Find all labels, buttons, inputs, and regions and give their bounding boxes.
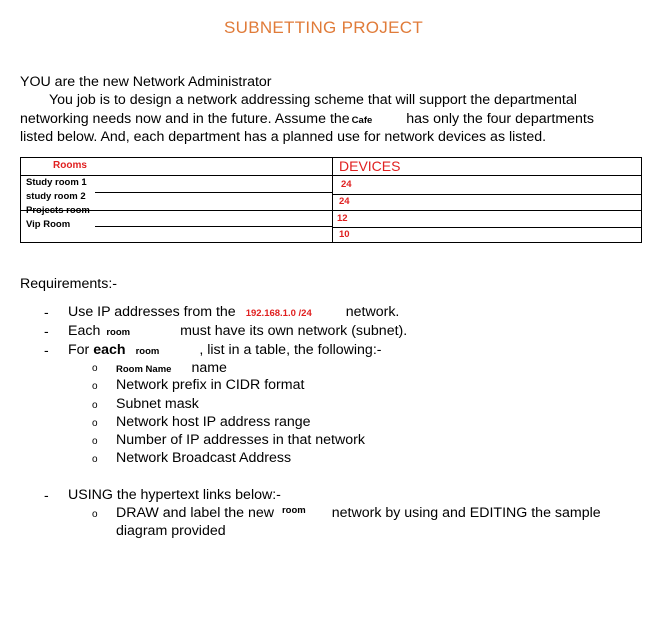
req-item-1b: network.: [345, 304, 400, 320]
req-item-4: USING the hypertext links below:-: [68, 487, 281, 503]
req-item-3-room: room: [135, 346, 160, 357]
dash-bullet: -: [44, 323, 49, 339]
circle-bullet: o: [92, 400, 98, 411]
dash-bullet: -: [44, 342, 49, 358]
sub-item: Number of IP addresses in that network: [116, 432, 365, 448]
sub-item: Network Broadcast Address: [116, 450, 292, 466]
table-rule: [332, 194, 641, 195]
circle-bullet: o: [92, 418, 98, 429]
intro-line-2: You job is to design a network addressing scheme that will support the departmental: [49, 92, 577, 108]
room-name: Projects room: [26, 205, 90, 216]
circle-bullet: o: [92, 381, 98, 392]
ip-network: 192.168.1.0 /24: [245, 308, 312, 319]
device-count: 10: [339, 229, 350, 240]
table-divider: [332, 158, 333, 242]
req-item-2b: must have its own network (subnet).: [180, 323, 408, 339]
room-name: Study room 1: [26, 177, 87, 188]
table-rule: [95, 226, 332, 227]
intro-line-3a: networking needs now and in the future. Assume the: [20, 111, 350, 127]
rooms-table: [20, 157, 642, 243]
req-item-2-room: room: [106, 327, 131, 338]
sub-item: Network prefix in CIDR format: [116, 377, 305, 393]
draw-room: room: [281, 505, 306, 516]
intro-line-3b: has only the four departments: [406, 111, 594, 127]
req-item-3: [68, 342, 382, 358]
circle-bullet: o: [92, 509, 98, 520]
circle-bullet: o: [92, 436, 98, 447]
circle-bullet: o: [92, 454, 98, 465]
req-item-2a: Each: [68, 323, 101, 339]
device-count: 12: [337, 213, 348, 224]
sub-item: Network host IP address range: [116, 414, 311, 430]
room-name-text: name: [191, 360, 227, 376]
table-rule: [95, 192, 332, 193]
page-title: SUBNETTING PROJECT: [223, 18, 424, 37]
req-item-1: [68, 304, 399, 320]
dash-bullet: -: [44, 304, 49, 320]
draw-line-2: diagram provided: [116, 523, 226, 539]
circle-bullet: o: [92, 363, 98, 374]
room-name-label: Room Name: [116, 364, 172, 375]
intro-line-4: listed below. And, each department has a planned use for network devices as listed.: [20, 129, 547, 145]
header-rooms: Rooms: [53, 160, 87, 171]
device-count: 24: [339, 196, 350, 207]
requirements-heading: Requirements:-: [20, 276, 117, 292]
dash-bullet: -: [44, 487, 49, 503]
table-rule: [21, 175, 641, 176]
req-item-3-each: each: [93, 342, 126, 358]
sub-item: Subnet mask: [116, 396, 199, 412]
sub-item-name: [116, 360, 227, 376]
intro-line-1: YOU are the new Network Administrator: [20, 74, 272, 90]
req-item-3a: For: [68, 342, 90, 358]
draw-line-1a: DRAW and label the new: [116, 505, 274, 521]
intro-line-3: [20, 110, 594, 130]
table-rule: [21, 210, 641, 211]
intro-place: Cafe: [351, 115, 373, 126]
room-name: study room 2: [26, 191, 86, 202]
req-item-3b: , list in a table, the following:-: [199, 342, 382, 358]
room-name: Vip Room: [26, 219, 71, 230]
draw-line-1: [116, 505, 601, 521]
draw-line-1b: network by using and EDITING the sample: [331, 505, 601, 521]
req-item-1a: Use IP addresses from the: [68, 304, 236, 320]
table-rule: [332, 227, 641, 228]
header-devices: DEVICES: [339, 158, 401, 174]
req-item-2: [68, 323, 407, 339]
device-count: 24: [341, 179, 352, 190]
